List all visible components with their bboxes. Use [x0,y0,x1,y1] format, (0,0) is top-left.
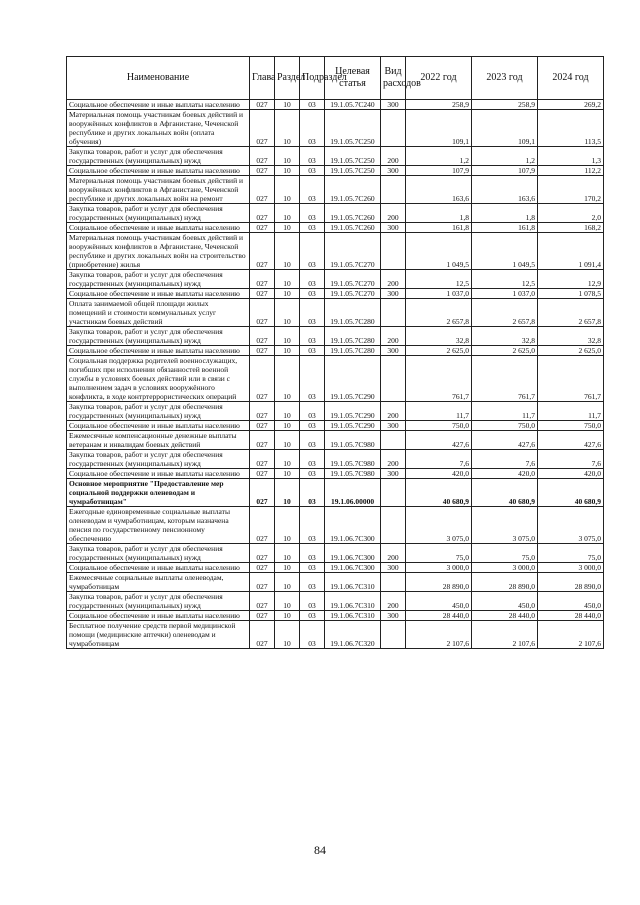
cell-glava: 027 [250,431,275,450]
table-row [67,233,604,270]
cell-2023: 3 075,0 [472,507,538,544]
cell-vid: 300 [381,289,406,299]
cell-razdel: 10 [275,356,300,402]
cell-statya: 19.1.06.7С320 [325,621,381,649]
cell-2024: 2 625,0 [538,346,604,356]
cell-razdel: 10 [275,450,300,469]
cell-vid: 200 [381,204,406,223]
table-row [67,507,604,544]
cell-2024: 40 680,9 [538,479,604,507]
header-vid: Вид расходов [381,57,406,100]
cell-podrazdel: 03 [300,402,325,421]
table-row [67,421,604,431]
cell-razdel: 10 [275,166,300,176]
cell-podrazdel: 03 [300,563,325,573]
cell-razdel: 10 [275,204,300,223]
table-row [67,402,604,421]
cell-razdel: 10 [275,479,300,507]
cell-statya: 19.1.05.7С260 [325,204,381,223]
cell-podrazdel: 03 [300,479,325,507]
cell-podrazdel: 03 [300,327,325,346]
table-body [67,100,604,649]
cell-2023: 161,8 [472,223,538,233]
cell-2024: 1 078,5 [538,289,604,299]
header-statya: Целевая статья [325,57,381,100]
cell-vid [381,479,406,507]
table-row [67,611,604,621]
cell-2023: 750,0 [472,421,538,431]
cell-2023: 2 107,6 [472,621,538,649]
cell-2024: 7,6 [538,450,604,469]
cell-2022: 28 440,0 [406,611,472,621]
cell-vid [381,356,406,402]
cell-podrazdel: 03 [300,166,325,176]
cell-2024: 28 440,0 [538,611,604,621]
cell-razdel: 10 [275,563,300,573]
cell-statya: 19.1.05.7С270 [325,270,381,289]
table-row [67,223,604,233]
cell-2022: 12,5 [406,270,472,289]
cell-podrazdel: 03 [300,544,325,563]
cell-podrazdel: 03 [300,421,325,431]
cell-vid: 200 [381,147,406,166]
cell-vid: 200 [381,270,406,289]
cell-name: Оплата занимаемой общей площади жилых помещений и стоимости коммунальных услуг участникам боевых действий [67,299,250,327]
cell-2023: 427,6 [472,431,538,450]
cell-statya: 19.1.06.7С300 [325,563,381,573]
table-row [67,147,604,166]
cell-podrazdel: 03 [300,611,325,621]
header-2023: 2023 год [472,57,538,100]
cell-statya: 19.1.05.7С290 [325,402,381,421]
cell-2023: 1,8 [472,204,538,223]
cell-razdel: 10 [275,592,300,611]
cell-2024: 11,7 [538,402,604,421]
cell-razdel: 10 [275,421,300,431]
cell-statya: 19.1.05.7С270 [325,233,381,270]
cell-name: Социальное обеспечение и иные выплаты населению [67,166,250,176]
cell-2023: 7,6 [472,450,538,469]
cell-razdel: 10 [275,299,300,327]
cell-razdel: 10 [275,402,300,421]
cell-2022: 761,7 [406,356,472,402]
cell-2024: 28 890,0 [538,573,604,592]
cell-vid: 300 [381,611,406,621]
cell-name: Закупка товаров, работ и услуг для обеспечения государственных (муниципальных) нужд [67,270,250,289]
budget-table [66,56,604,649]
table-row [67,327,604,346]
cell-2023: 75,0 [472,544,538,563]
cell-2023: 3 000,0 [472,563,538,573]
table-row [67,346,604,356]
table-row [67,204,604,223]
cell-glava: 027 [250,147,275,166]
cell-glava: 027 [250,621,275,649]
header-2022: 2022 год [406,57,472,100]
cell-2022: 1 037,0 [406,289,472,299]
cell-vid: 300 [381,563,406,573]
cell-podrazdel: 03 [300,573,325,592]
header-glava: Глава [250,57,275,100]
cell-vid [381,621,406,649]
cell-2022: 750,0 [406,421,472,431]
cell-name: Социальное обеспечение и иные выплаты населению [67,346,250,356]
cell-statya: 19.1.05.7С280 [325,346,381,356]
cell-vid [381,110,406,147]
cell-glava: 027 [250,289,275,299]
cell-razdel: 10 [275,110,300,147]
cell-2023: 28 440,0 [472,611,538,621]
cell-podrazdel: 03 [300,176,325,204]
cell-2022: 32,8 [406,327,472,346]
cell-vid [381,507,406,544]
cell-statya: 19.1.06.7С310 [325,573,381,592]
cell-2024: 450,0 [538,592,604,611]
cell-glava: 027 [250,100,275,110]
cell-razdel: 10 [275,621,300,649]
cell-razdel: 10 [275,507,300,544]
table-row [67,356,604,402]
cell-vid: 300 [381,346,406,356]
cell-vid: 300 [381,166,406,176]
cell-vid: 300 [381,100,406,110]
cell-glava: 027 [250,573,275,592]
cell-vid: 200 [381,544,406,563]
table-row [67,176,604,204]
cell-2022: 3 075,0 [406,507,472,544]
cell-vid: 300 [381,223,406,233]
cell-2022: 11,7 [406,402,472,421]
cell-glava: 027 [250,469,275,479]
table-row [67,270,604,289]
cell-name: Ежегодные единовременные социальные выплаты оленеводам и чумработницам, которым назначена пенсия по государственному пенсионному обеспечению [67,507,250,544]
cell-podrazdel: 03 [300,507,325,544]
cell-name: Социальное обеспечение и иные выплаты населению [67,100,250,110]
cell-glava: 027 [250,223,275,233]
cell-podrazdel: 03 [300,431,325,450]
cell-2024: 3 075,0 [538,507,604,544]
cell-statya: 19.1.05.7С280 [325,299,381,327]
cell-podrazdel: 03 [300,621,325,649]
cell-2022: 109,1 [406,110,472,147]
cell-vid: 300 [381,421,406,431]
header-razdel: Раздел [275,57,300,100]
cell-statya: 19.1.05.7С290 [325,356,381,402]
cell-statya: 19.1.05.7С980 [325,450,381,469]
cell-razdel: 10 [275,327,300,346]
cell-2024: 3 000,0 [538,563,604,573]
table-row [67,479,604,507]
cell-name: Закупка товаров, работ и услуг для обеспечения государственных (муниципальных) нужд [67,450,250,469]
table-header-row [67,57,604,100]
cell-razdel: 10 [275,147,300,166]
cell-statya: 19.1.06.7С310 [325,611,381,621]
cell-2024: 112,2 [538,166,604,176]
cell-glava: 027 [250,166,275,176]
cell-2022: 1 049,5 [406,233,472,270]
cell-2024: 113,5 [538,110,604,147]
table-row [67,563,604,573]
cell-2023: 40 680,9 [472,479,538,507]
cell-2023: 450,0 [472,592,538,611]
cell-name: Основное мероприятие "Предоставление мер социальной поддержки оленеводам и чумработницам" [67,479,250,507]
cell-name: Закупка товаров, работ и услуг для обеспечения государственных (муниципальных) нужд [67,204,250,223]
cell-statya: 19.1.05.7С980 [325,431,381,450]
cell-statya: 19.1.05.7С250 [325,147,381,166]
cell-name: Закупка товаров, работ и услуг для обеспечения государственных (муниципальных) нужд [67,544,250,563]
cell-glava: 027 [250,592,275,611]
cell-2024: 2 107,6 [538,621,604,649]
cell-2023: 1,2 [472,147,538,166]
cell-2022: 450,0 [406,592,472,611]
cell-2023: 1 037,0 [472,289,538,299]
cell-2024: 761,7 [538,356,604,402]
header-podrazdel: Подраздел [300,57,325,100]
cell-glava: 027 [250,421,275,431]
cell-vid: 200 [381,402,406,421]
table-row [67,166,604,176]
cell-glava: 027 [250,402,275,421]
cell-vid: 200 [381,450,406,469]
table-row [67,544,604,563]
cell-2022: 161,8 [406,223,472,233]
cell-2022: 2 107,6 [406,621,472,649]
cell-statya: 19.1.05.7С290 [325,421,381,431]
cell-2023: 163,6 [472,176,538,204]
cell-2023: 420,0 [472,469,538,479]
cell-razdel: 10 [275,346,300,356]
cell-name: Материальная помощь участникам боевых действий и вооружённых конфликтов в Афганистане, Чеченской республике и других локальных войн (оплата обучения) [67,110,250,147]
cell-glava: 027 [250,299,275,327]
cell-2023: 107,9 [472,166,538,176]
cell-2024: 32,8 [538,327,604,346]
cell-podrazdel: 03 [300,356,325,402]
table-row [67,100,604,110]
cell-2022: 427,6 [406,431,472,450]
cell-razdel: 10 [275,176,300,204]
cell-name: Материальная помощь участникам боевых действий и вооружённых конфликтов в Афганистане, Чеченской республике и других локальных войн на строительство (приобретение) жилья [67,233,250,270]
cell-2022: 1,8 [406,204,472,223]
cell-podrazdel: 03 [300,233,325,270]
cell-statya: 19.1.05.7С260 [325,176,381,204]
cell-podrazdel: 03 [300,592,325,611]
cell-glava: 027 [250,327,275,346]
cell-2023: 12,5 [472,270,538,289]
cell-glava: 027 [250,611,275,621]
cell-2022: 40 680,9 [406,479,472,507]
cell-razdel: 10 [275,289,300,299]
cell-name: Закупка товаров, работ и услуг для обеспечения государственных (муниципальных) нужд [67,402,250,421]
cell-statya: 19.1.05.7С270 [325,289,381,299]
cell-2024: 1,3 [538,147,604,166]
cell-statya: 19.1.06.7С300 [325,544,381,563]
cell-2023: 28 890,0 [472,573,538,592]
table-row [67,450,604,469]
cell-name: Социальное обеспечение и иные выплаты населению [67,421,250,431]
cell-statya: 19.1.06.7С300 [325,507,381,544]
cell-razdel: 10 [275,611,300,621]
cell-statya: 19.1.05.7С280 [325,327,381,346]
cell-razdel: 10 [275,233,300,270]
table-row [67,299,604,327]
cell-glava: 027 [250,346,275,356]
cell-2022: 2 657,8 [406,299,472,327]
cell-podrazdel: 03 [300,450,325,469]
cell-2024: 2 657,8 [538,299,604,327]
cell-name: Закупка товаров, работ и услуг для обеспечения государственных (муниципальных) нужд [67,327,250,346]
cell-2024: 269,2 [538,100,604,110]
cell-glava: 027 [250,204,275,223]
cell-2023: 11,7 [472,402,538,421]
cell-glava: 027 [250,563,275,573]
cell-2022: 28 890,0 [406,573,472,592]
cell-2024: 420,0 [538,469,604,479]
cell-2024: 1 091,4 [538,233,604,270]
cell-statya: 19.1.05.7С250 [325,110,381,147]
cell-2024: 2,0 [538,204,604,223]
cell-2022: 1,2 [406,147,472,166]
cell-2024: 750,0 [538,421,604,431]
cell-statya: 19.1.05.7С980 [325,469,381,479]
cell-name: Социальное обеспечение и иные выплаты населению [67,223,250,233]
cell-razdel: 10 [275,469,300,479]
cell-vid: 200 [381,592,406,611]
cell-glava: 027 [250,270,275,289]
cell-razdel: 10 [275,100,300,110]
cell-glava: 027 [250,507,275,544]
cell-podrazdel: 03 [300,270,325,289]
cell-2022: 7,6 [406,450,472,469]
cell-name: Закупка товаров, работ и услуг для обеспечения государственных (муниципальных) нужд [67,147,250,166]
table-row [67,469,604,479]
cell-2024: 168,2 [538,223,604,233]
cell-2022: 3 000,0 [406,563,472,573]
cell-name: Закупка товаров, работ и услуг для обеспечения государственных (муниципальных) нужд [67,592,250,611]
cell-2022: 107,9 [406,166,472,176]
cell-name: Материальная помощь участникам боевых действий и вооружённых конфликтов в Афганистане, Чеченской республике и других локальных войн на ремонт [67,176,250,204]
cell-2023: 2 657,8 [472,299,538,327]
cell-vid [381,299,406,327]
table-row [67,592,604,611]
cell-2022: 258,9 [406,100,472,110]
cell-vid [381,431,406,450]
cell-name: Социальное обеспечение и иные выплаты населению [67,289,250,299]
table-row [67,110,604,147]
cell-podrazdel: 03 [300,346,325,356]
page-number: 84 [314,843,326,857]
cell-name: Ежемесячные компенсационные денежные выплаты ветеранам и инвалидам боевых действий [67,431,250,450]
cell-2022: 75,0 [406,544,472,563]
cell-2023: 258,9 [472,100,538,110]
cell-glava: 027 [250,176,275,204]
cell-name: Социальное обеспечение и иные выплаты населению [67,469,250,479]
cell-podrazdel: 03 [300,289,325,299]
cell-vid: 300 [381,469,406,479]
cell-2023: 2 625,0 [472,346,538,356]
budget-table-container [66,56,604,649]
cell-glava: 027 [250,544,275,563]
cell-name: Социальная поддержка родителей военнослужащих, погибших при исполнении обязанностей военной службы в условиях боевых действий или в связи с выполнением задач в условиях вооружённого конфликта, в ходе контртеррористических операций [67,356,250,402]
cell-statya: 19.1.06.00000 [325,479,381,507]
cell-podrazdel: 03 [300,469,325,479]
cell-2023: 32,8 [472,327,538,346]
cell-2024: 170,2 [538,176,604,204]
table-row [67,431,604,450]
cell-2024: 427,6 [538,431,604,450]
table-row [67,621,604,649]
cell-glava: 027 [250,479,275,507]
cell-name: Социальное обеспечение и иные выплаты населению [67,563,250,573]
cell-name: Ежемесячные социальные выплаты оленеводам, чумработницам [67,573,250,592]
header-2024: 2024 год [538,57,604,100]
header-name: Наименование [67,57,250,100]
cell-2024: 12,9 [538,270,604,289]
cell-vid: 200 [381,327,406,346]
cell-podrazdel: 03 [300,299,325,327]
cell-podrazdel: 03 [300,100,325,110]
cell-statya: 19.1.05.7С260 [325,223,381,233]
table-row [67,289,604,299]
cell-glava: 027 [250,110,275,147]
cell-vid [381,176,406,204]
cell-statya: 19.1.05.7С240 [325,100,381,110]
cell-name: Социальное обеспечение и иные выплаты населению [67,611,250,621]
cell-2022: 2 625,0 [406,346,472,356]
cell-podrazdel: 03 [300,223,325,233]
cell-2022: 420,0 [406,469,472,479]
cell-2022: 163,6 [406,176,472,204]
cell-podrazdel: 03 [300,204,325,223]
cell-2023: 109,1 [472,110,538,147]
cell-podrazdel: 03 [300,147,325,166]
cell-name: Бесплатное получение средств первой медицинской помощи (медицинские аптечки) оленеводам и чумработницам [67,621,250,649]
cell-2023: 1 049,5 [472,233,538,270]
cell-2023: 761,7 [472,356,538,402]
cell-statya: 19.1.05.7С250 [325,166,381,176]
cell-razdel: 10 [275,573,300,592]
cell-glava: 027 [250,450,275,469]
cell-razdel: 10 [275,223,300,233]
cell-razdel: 10 [275,431,300,450]
table-row [67,573,604,592]
cell-vid [381,233,406,270]
cell-glava: 027 [250,356,275,402]
cell-vid [381,573,406,592]
cell-2024: 75,0 [538,544,604,563]
cell-glava: 027 [250,233,275,270]
cell-razdel: 10 [275,270,300,289]
cell-razdel: 10 [275,544,300,563]
cell-statya: 19.1.06.7С310 [325,592,381,611]
cell-podrazdel: 03 [300,110,325,147]
